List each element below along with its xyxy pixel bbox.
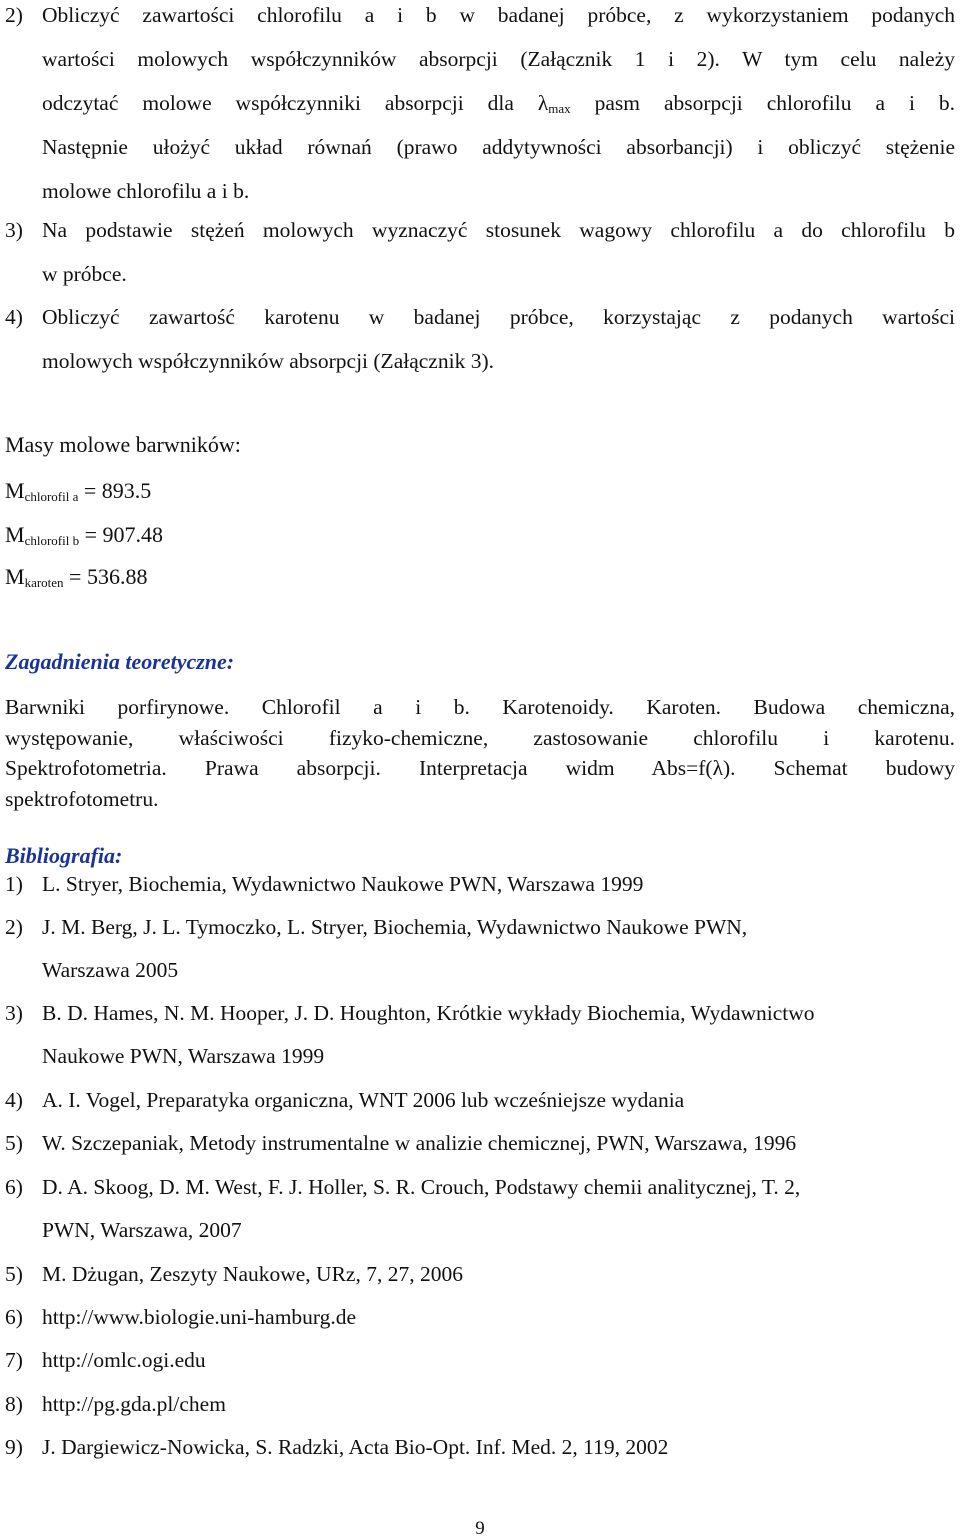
- mass-value: = 536.88: [63, 564, 148, 589]
- instruction-item-4: [5, 302, 955, 390]
- page-number: 9: [475, 1518, 485, 1539]
- molar-masses-title: Masy molowe barwników:: [5, 432, 241, 457]
- item-number: 2): [5, 3, 23, 27]
- entry-line: PWN, Warszawa, 2007: [42, 1218, 242, 1242]
- entry-number: 5): [5, 1262, 23, 1286]
- entry-number: 4): [5, 1088, 23, 1112]
- bibliography-entry: [5, 1129, 955, 1172]
- item-line: Obliczyć zawartość karotenu w badanej próbce, korzystając z podanych wartości: [42, 305, 955, 329]
- item-number: 4): [5, 305, 23, 329]
- lambda-subscript: max: [548, 101, 571, 116]
- entry-number: 1): [5, 872, 23, 896]
- entry-number: 6): [5, 1175, 23, 1199]
- item-number: 3): [5, 218, 23, 242]
- entry-number: 5): [5, 1131, 23, 1155]
- entry-line: J. M. Berg, J. L. Tymoczko, L. Stryer, Biochemia, Wydawnictwo Naukowe PWN,: [42, 915, 748, 939]
- entry-number: 7): [5, 1348, 23, 1372]
- mass-value: = 893.5: [78, 478, 152, 503]
- theory-heading: Zagadnienia teoretyczne:: [5, 649, 235, 674]
- item-line-text-rest: pasm absorpcji chlorofilu a i b.: [570, 91, 955, 115]
- entry-line: M. Dżugan, Zeszyty Naukowe, URz, 7, 27, 2006: [42, 1262, 463, 1286]
- molar-mass-row: [5, 522, 163, 549]
- entry-line: http://omlc.ogi.edu: [42, 1348, 206, 1372]
- item-line: molowych współczynników absorpcji (Załącznik 3).: [42, 349, 494, 373]
- entry-number: 9): [5, 1435, 23, 1459]
- bibliography-entry: [5, 1346, 955, 1389]
- bibliography-entry: [5, 1260, 955, 1303]
- molar-mass-row: [5, 478, 151, 505]
- entry-line: W. Szczepaniak, Metody instrumentalne w analizie chemicznej, PWN, Warszawa, 1996: [42, 1131, 797, 1155]
- entry-line: L. Stryer, Biochemia, Wydawnictwo Naukowe PWN, Warszawa 1999: [42, 872, 644, 896]
- item-line: Obliczyć zawartości chlorofilu a i b w badanej próbce, z wykorzystaniem podanych: [42, 3, 955, 27]
- entry-line: A. I. Vogel, Preparatyka organiczna, WNT 2006 lub wcześniejsze wydania: [42, 1088, 685, 1112]
- theory-line: Barwniki porfirynowe. Chlorofil a i b. Karotenoidy. Karoten. Budowa chemiczna,: [5, 695, 955, 719]
- item-line: wartości molowych współczynników absorpcji (Załącznik 1 i 2). W tym celu należy: [42, 47, 955, 71]
- theory-line: Spektrofotometria. Prawa absorpcji. Interpretacja widm Abs=f(λ). Schemat budowy: [5, 756, 955, 780]
- bibliography-entry: [5, 1433, 955, 1476]
- entry-line: http://pg.gda.pl/chem: [42, 1392, 226, 1416]
- instruction-item-3: [5, 215, 955, 303]
- entry-line: http://www.biologie.uni-hamburg.de: [42, 1305, 357, 1329]
- item-line: Na podstawie stężeń molowych wyznaczyć stosunek wagowy chlorofilu a do chlorofilu b: [42, 218, 955, 242]
- instruction-item-2: [5, 0, 955, 220]
- entry-line: J. Dargiewicz-Nowicka, S. Radzki, Acta Bio-Opt. Inf. Med. 2, 119, 2002: [42, 1435, 669, 1459]
- item-line: molowe chlorofilu a i b.: [42, 179, 250, 203]
- bibliography-entry: [5, 999, 955, 1085]
- item-line-text: odczytać molowe współczynniki absorpcji dla λ: [42, 91, 549, 115]
- mass-symbol: M: [5, 564, 25, 589]
- item-line: Następnie ułożyć układ równań (prawo addytywności absorbancji) i obliczyć stężenie: [42, 135, 955, 159]
- theory-line: spektrofotometru.: [5, 786, 159, 811]
- molar-mass-row: [5, 564, 147, 591]
- mass-subscript: karoten: [24, 575, 64, 590]
- entry-line: D. A. Skoog, D. M. West, F. J. Holler, S. R. Crouch, Podstawy chemii analitycznej, T. 2,: [42, 1175, 801, 1199]
- entry-number: 8): [5, 1392, 23, 1416]
- item-line-lambda: [42, 88, 955, 132]
- bibliography-entry: [5, 870, 955, 913]
- theory-line: występowanie, właściwości fizyko-chemiczne, zastosowanie chlorofilu i karotenu.: [5, 725, 955, 750]
- mass-subscript: chlorofil a: [24, 489, 79, 504]
- entry-line: Naukowe PWN, Warszawa 1999: [42, 1044, 325, 1068]
- entry-number: 6): [5, 1305, 23, 1329]
- entry-line: Warszawa 2005: [42, 958, 179, 982]
- bibliography-entry: [5, 1303, 955, 1346]
- bibliography-heading: Bibliografia:: [5, 843, 123, 868]
- entry-number: 2): [5, 915, 23, 939]
- bibliography-entry: [5, 913, 955, 999]
- entry-number: 3): [5, 1001, 23, 1025]
- item-line: w próbce.: [42, 262, 127, 286]
- bibliography-entry: [5, 1173, 955, 1259]
- theory-paragraph: [5, 692, 955, 814]
- entry-line: B. D. Hames, N. M. Hooper, J. D. Houghton, Krótkie wykłady Biochemia, Wydawnictwo: [42, 1001, 815, 1025]
- bibliography-entry: [5, 1390, 955, 1433]
- mass-symbol: M: [5, 478, 25, 503]
- mass-value: = 907.48: [79, 522, 163, 547]
- mass-subscript: chlorofil b: [24, 533, 80, 548]
- mass-symbol: M: [5, 522, 25, 547]
- bibliography-entry: [5, 1086, 955, 1129]
